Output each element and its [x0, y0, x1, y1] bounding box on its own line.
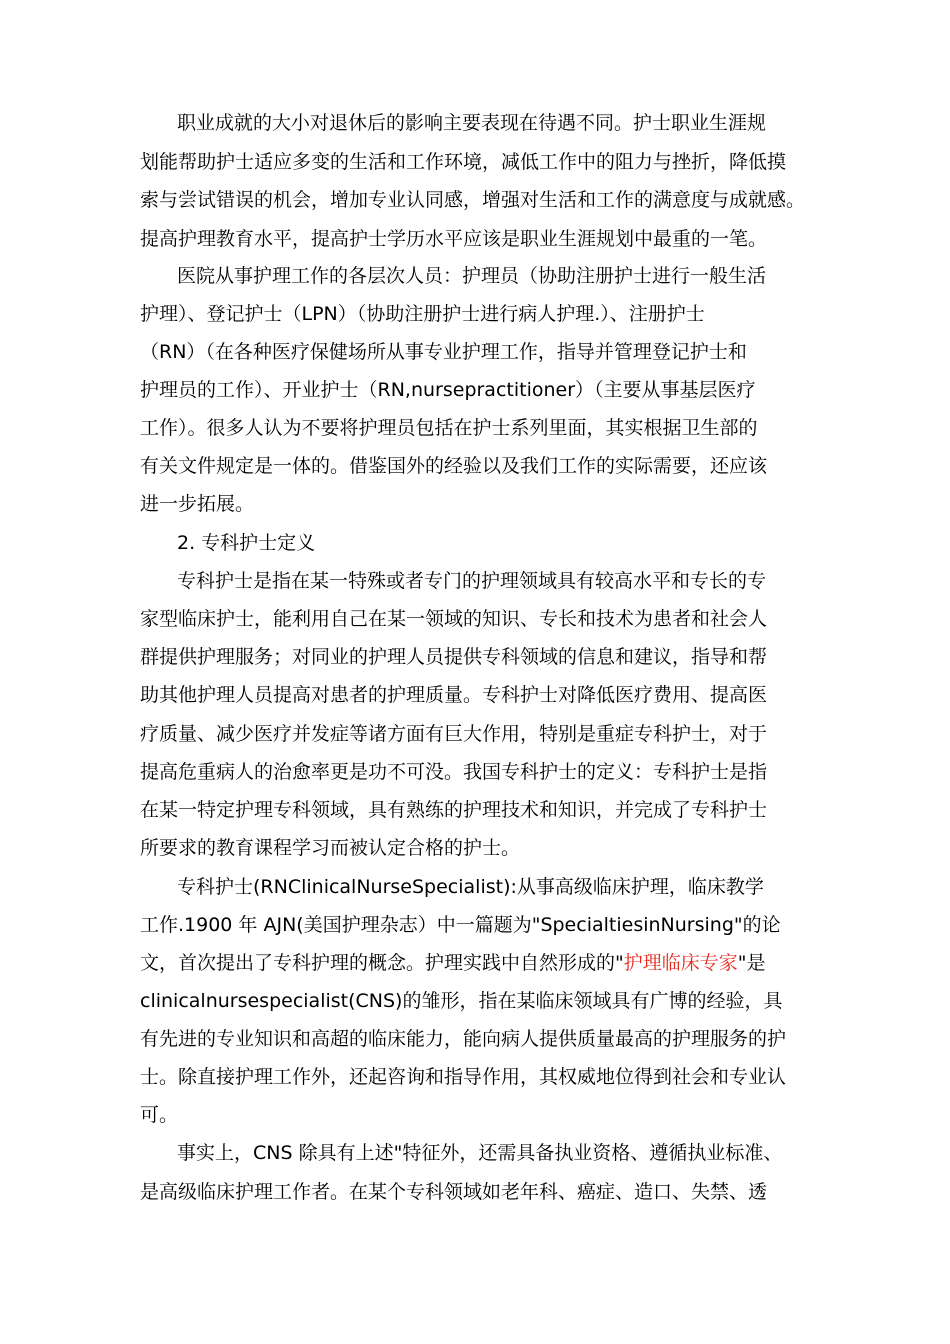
- paragraph-line: 在某一特定护理专科领域，具有熟练的护理技术和知识，并完成了专科护士: [140, 799, 768, 821]
- paragraph-line: 有先进的专业知识和高超的临床能力，能向病人提供质量最高的护理服务的护: [140, 1028, 787, 1050]
- paragraph-line: 专科护士(RNClinicalNurseSpecialist):从事高级临床护理，临床教学: [177, 876, 764, 898]
- paragraph-line: 士。除直接护理工作外，还起咨询和指导作用，其权威地位得到社会和专业认: [140, 1066, 787, 1088]
- paragraph-line: 是高级临床护理工作者。在某个专科领域如老年科、癌症、造口、失禁、透: [140, 1181, 768, 1203]
- paragraph-text: "是: [737, 952, 766, 974]
- paragraph-text: 文，首次提出了专科护理的概念。护理实践中自然形成的": [140, 952, 624, 974]
- paragraph-line: 进一步拓展。: [140, 493, 255, 515]
- paragraph-line: 有关文件规定是一体的。借鉴国外的经验以及我们工作的实际需要，还应该: [140, 455, 768, 477]
- paragraph-line: 划能帮助护士适应多变的生活和工作环境，减低工作中的阻力与挫折，降低摸: [140, 151, 787, 173]
- paragraph-line: 工作.1900 年 AJN(美国护理杂志）中一篇题为"SpecialtiesinNursing"的论: [140, 914, 781, 936]
- paragraph-line: 专科护士是指在某一特殊或者专门的护理领域具有较高水平和专长的专: [177, 570, 767, 592]
- paragraph-line: 医院从事护理工作的各层次人员：护理员（协助注册护士进行一般生活: [177, 265, 767, 287]
- paragraph-line: 可。: [140, 1104, 179, 1126]
- paragraph-line: 索与尝试错误的机会，增加专业认同感，增强对生活和工作的满意度与成就感。: [140, 189, 806, 211]
- paragraph-line: 护理员的工作）、开业护士（RN,nursepractitioner）（主要从事基层医疗: [140, 379, 756, 401]
- paragraph-line: 群提供护理服务；对同业的护理人员提供专科领域的信息和建议，指导和帮: [140, 646, 768, 668]
- highlighted-term: 护理临床专家: [623, 952, 738, 974]
- paragraph-line: 工作）。很多人认为不要将护理员包括在护士系列里面，其实根据卫生部的: [140, 417, 758, 439]
- section-heading: 2. 专科护士定义: [177, 532, 316, 554]
- paragraph-line: （RN）（在各种医疗保健场所从事专业护理工作，指导并管理登记护士和: [140, 341, 747, 363]
- paragraph-line: clinicalnursespecialist(CNS)的雏形，指在某临床领域具有广博的经验，具: [140, 990, 783, 1012]
- paragraph-line: 疗质量、减少医疗并发症等诸方面有巨大作用，特别是重症专科护士，对于: [140, 723, 768, 745]
- paragraph-line: 职业成就的大小对退休后的影响主要表现在待遇不同。护士职业生涯规: [177, 112, 767, 134]
- paragraph-line: 护理）、登记护士（LPN）（协助注册护士进行病人护理.）、注册护士: [140, 303, 705, 325]
- paragraph-line: 助其他护理人员提高对患者的护理质量。专科护士对降低医疗费用、提高医: [140, 684, 768, 706]
- paragraph-line: 事实上，CNS 除具有上述"特征外，还需具备执业资格、遵循执业标准、: [177, 1142, 783, 1164]
- paragraph-line: 提高护理教育水平，提高护士学历水平应该是职业生涯规划中最重的一笔。: [140, 228, 768, 250]
- paragraph-line: [140, 951, 766, 975]
- paragraph-line: 家型临床护士，能利用自己在某一领域的知识、专长和技术为患者和社会人: [140, 608, 768, 630]
- paragraph-line: 提高危重病人的治愈率更是功不可没。我国专科护士的定义：专科护士是指: [140, 761, 768, 783]
- paragraph-line: 所要求的教育课程学习而被认定合格的护士。: [140, 837, 521, 859]
